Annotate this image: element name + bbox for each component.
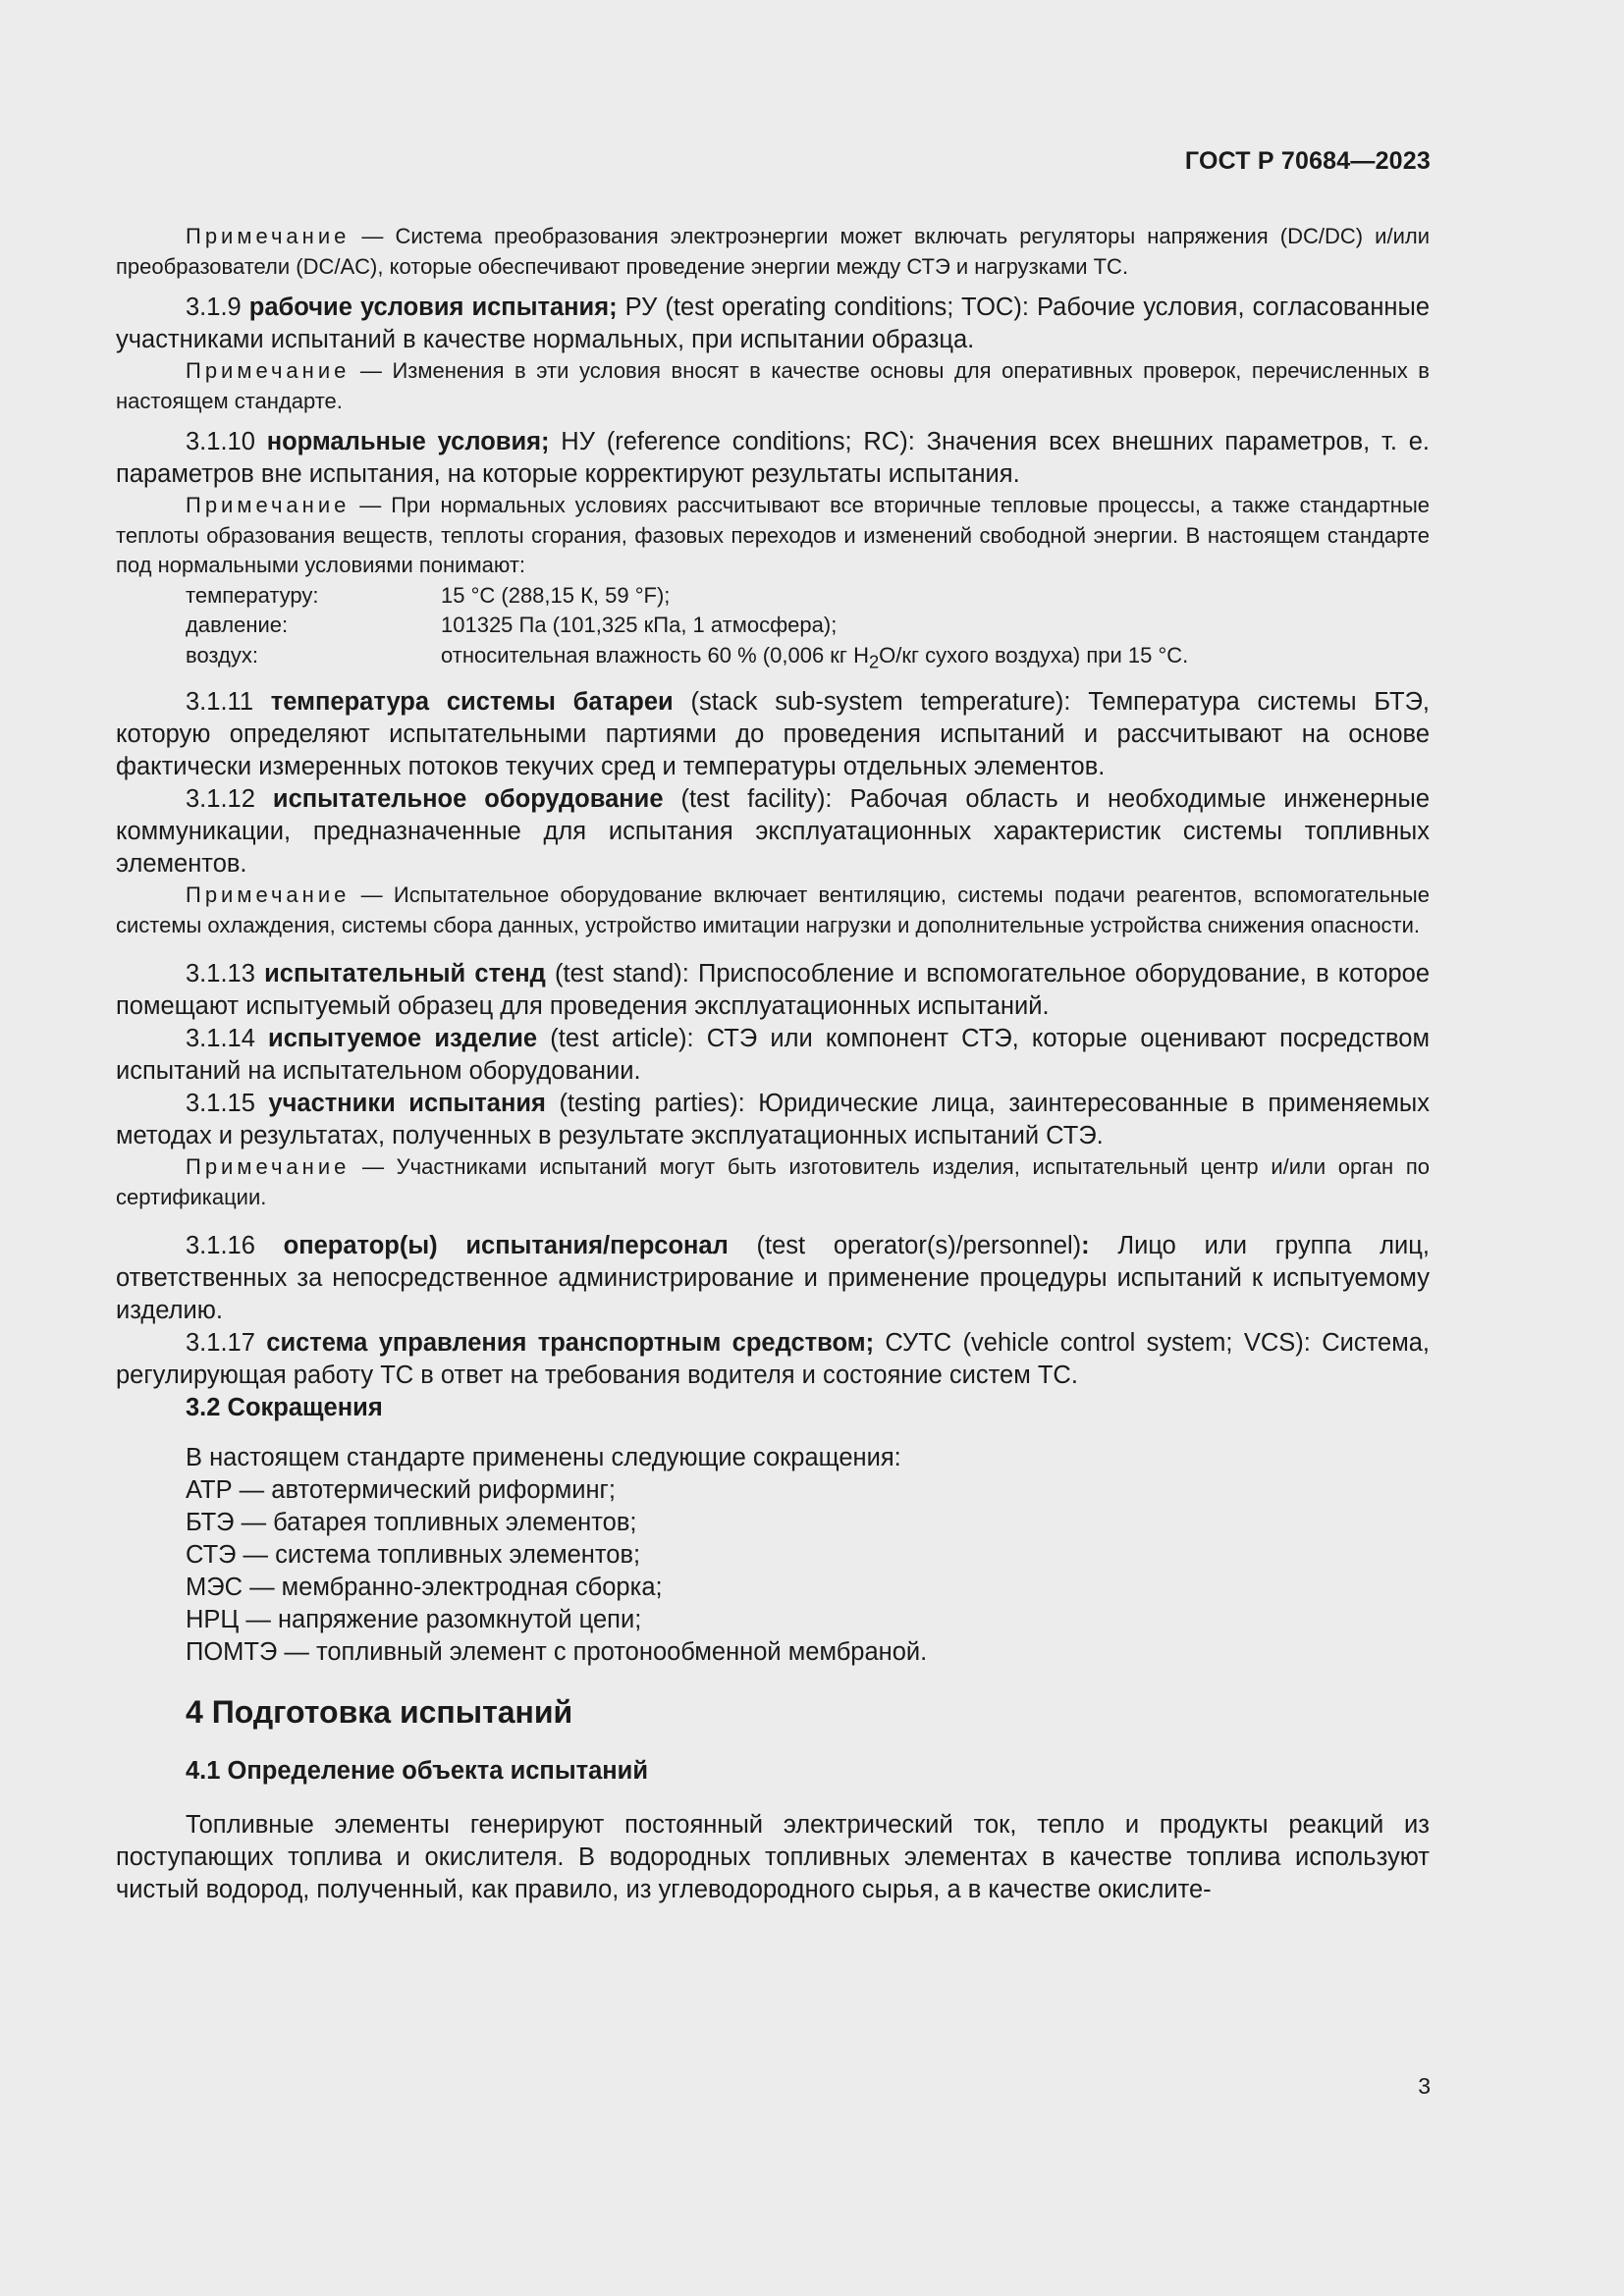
page-number: 3	[1418, 2073, 1431, 2099]
abbreviation-item: МЭС — мембранно-электродная сборка;	[186, 1574, 663, 1602]
term-3-1-10: 3.1.10 нормальные условия; НУ (reference conditions; RC): Значения всех внешних параметров, т. е. параметров вне испытания, на которые корректируют результаты испытания.	[116, 428, 1431, 488]
term-3-1-9: 3.1.9 рабочие условия испытания; РУ (test operating conditions; TOC): Рабочие условия, согласованные участниками испытаний в качестве нормальных, при испытании образца.	[116, 294, 1430, 353]
note-test-facility: Примечание — Испытательное оборудование включает вентиляцию, системы подачи реагентов, вспомогательные системы охлаждения, системы сбора данных, устройство имитации нагрузки и дополнительные устройства снижения опасности.	[116, 882, 1430, 937]
condition-air: воздух: относительная влажность 60 % (0,006 кг $H_2O/кг$ сухого воздуха) при 15 °С.	[186, 642, 1189, 671]
section-4-1-heading: 4.1 Определение объекта испытаний	[186, 1757, 649, 1786]
abbreviation-item: НРЦ — напряжение разомкнутой цепи;	[186, 1606, 642, 1634]
term-3-1-14: 3.1.14 испытуемое изделие (test article): СТЭ или компонент СТЭ, которые оценивают посредством испытаний на испытательном оборудовании.	[116, 1025, 1431, 1086]
note-conditions-changes: Примечание — Изменения в эти условия вносят в качестве основы для оперативных проверок, перечисленных в настоящем стандарте.	[116, 358, 1430, 413]
page-content	[116, 222, 1430, 1906]
abbreviations-list	[116, 1442, 1430, 1669]
condition-temperature: температуру: 15 °С (288,15 К, 59 °F);	[186, 582, 671, 608]
note-power-conversion: Примечание — Система преобразования электроэнергии может включать регуляторы напряжения (DC/DC) и/или преобразователи (DC/AC), которые обеспечивают проведение энергии между СТЭ и нагрузками ТС.	[116, 224, 1430, 279]
abbreviations-intro: В настоящем стандарте применены следующие сокращения:	[186, 1444, 901, 1472]
term-3-1-17: 3.1.17 система управления транспортным средством; СУТС (vehicle control system; VCS): Система, регулирующая работу ТС в ответ на требования водителя и состояние систем ТС.	[116, 1329, 1431, 1390]
note-testing-parties: Примечание — Участниками испытаний могут быть изготовитель изделия, испытательный центр и/или орган по сертификации.	[116, 1154, 1430, 1209]
term-3-1-16: 3.1.16 оператор(ы) испытания/персонал (test operator(s)/personnel): Лицо или группа лиц, ответственных за непосредственное администрирование и применение процедуры испытаний к испытуемому изделию.	[116, 1232, 1430, 1325]
term-3-1-11: 3.1.11 температура системы батареи (stack sub-system temperature): Температура системы БТЭ, которую определяют испытательными партиями до проведения испытаний и рассчитывают на основе фактически измеренных потоков текучих сред и температуры отдельных элементов.	[116, 688, 1430, 781]
abbreviation-item: АТР — автотермический риформинг;	[186, 1476, 616, 1505]
section-4-1-paragraph: Топливные элементы генерируют постоянный электрический ток, тепло и продукты реакций из поступающих топлива и окислителя. В водородных топливных элементах в качестве топлива используют чистый водород, полученный, как правило, из углеводородного сырья, а в качестве окислите-	[116, 1811, 1430, 1904]
note-reference-conditions: Примечание — При нормальных условиях рассчитывают все вторичные тепловые процессы, а также стандартные теплоты образования веществ, теплоты сгорания, фазовых переходов и изменений свободной энергии. В настоящем стандарте под нормальными условиями понимают:	[116, 493, 1430, 577]
abbreviation-item: СТЭ — система топливных элементов;	[186, 1541, 641, 1570]
condition-pressure: давление: 101325 Па (101,325 кПа, 1 атмосфера);	[186, 613, 838, 637]
abbreviation-item: ПОМТЭ — топливный элемент с протонообменной мембраной.	[186, 1638, 928, 1667]
abbreviation-item: БТЭ — батарея топливных элементов;	[186, 1509, 637, 1537]
section-3-2-heading: 3.2 Сокращения	[186, 1394, 383, 1422]
term-3-1-15: 3.1.15 участники испытания (testing parties): Юридические лица, заинтересованные в применяемых методах и результатах, полученных в результате эксплуатационных испытаний СТЭ.	[116, 1090, 1430, 1150]
term-3-1-13: 3.1.13 испытательный стенд (test stand): Приспособление и вспомогательное оборудование, в которое помещают испытуемый образец для проведения эксплуатационных испытаний.	[116, 960, 1430, 1021]
reference-conditions-list	[116, 581, 1430, 677]
document-id: ГОСТ Р 70684—2023	[1184, 147, 1431, 175]
section-4-heading: 4 Подготовка испытаний	[186, 1694, 573, 1731]
term-3-1-12: 3.1.12 испытательное оборудование (test facility): Рабочая область и необходимые инженерные коммуникации, предназначенные для испытания эксплуатационных характеристик системы топливных элементов.	[116, 785, 1431, 879]
